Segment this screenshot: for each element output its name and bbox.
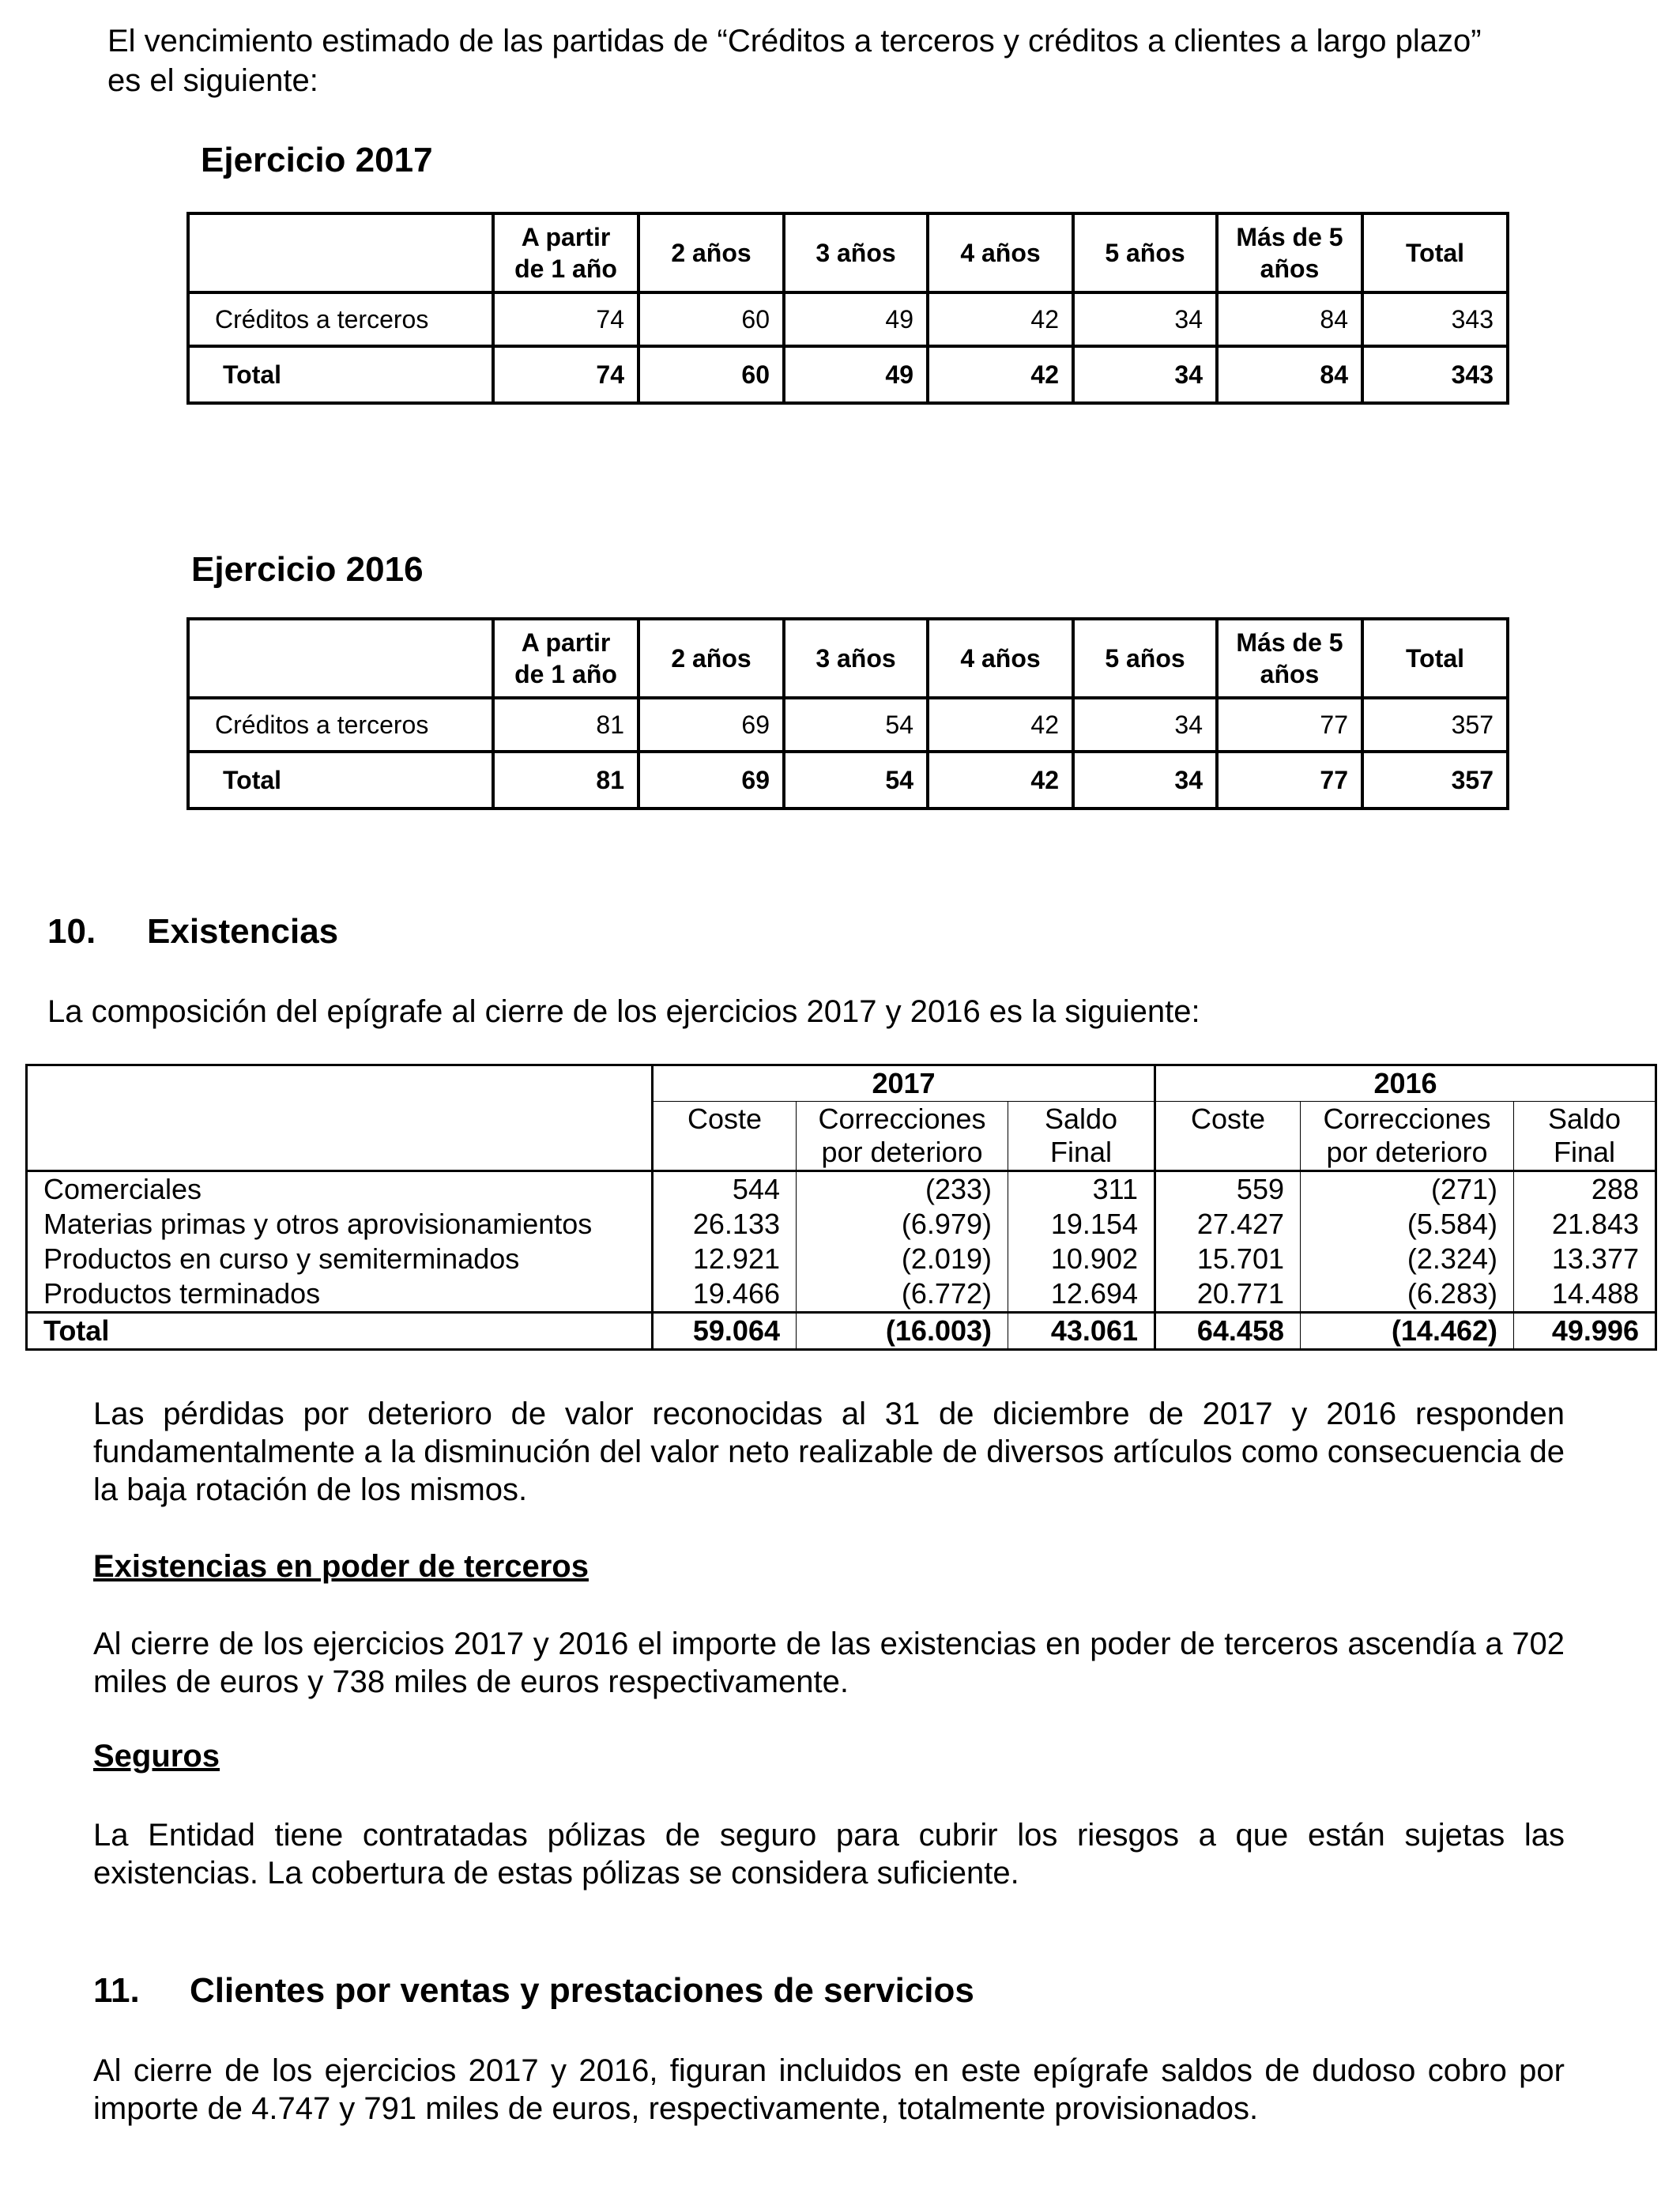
empty-header-cell [188, 619, 493, 698]
col-header: 4 años [928, 213, 1073, 292]
cell: 77 [1217, 698, 1362, 752]
cell: 14.488 [1514, 1276, 1656, 1313]
table-row [188, 292, 1508, 346]
row-label: Créditos a terceros [188, 292, 493, 346]
cell: (6.283) [1301, 1276, 1514, 1313]
col-header-line: Correcciones [818, 1103, 986, 1135]
cell: (271) [1301, 1171, 1514, 1208]
cell: (2.324) [1301, 1242, 1514, 1276]
intro-line-2: es el siguiente: [107, 63, 318, 98]
cell: 27.427 [1196, 1208, 1284, 1240]
cell: 34 [1073, 346, 1217, 403]
col-header-line: Correcciones [1323, 1103, 1491, 1135]
cell: 288 [1514, 1171, 1656, 1208]
cell: 49 [784, 346, 928, 403]
cell: 54 [784, 698, 928, 752]
table-row [27, 1242, 1656, 1276]
cell: 49.996 [1514, 1313, 1656, 1350]
section-11-title: Clientes por ventas y prestaciones de servicios [190, 1971, 974, 2010]
cell: (14.462) [1301, 1313, 1514, 1350]
cell: 357 [1362, 752, 1508, 809]
cell: 26.133 [653, 1207, 797, 1242]
col-header-line: por deterioro [821, 1136, 983, 1168]
cell: 59.064 [653, 1313, 797, 1350]
cell: (233) [797, 1171, 1008, 1208]
cell: 12.921 [653, 1242, 797, 1276]
empty-header-cell [188, 213, 493, 292]
cell: (16.003) [797, 1313, 1008, 1350]
year-header-row [27, 1065, 1656, 1102]
cell: (2.019) [797, 1242, 1008, 1276]
total-row [188, 752, 1508, 809]
col-header: 5 años [1073, 619, 1217, 698]
cell: 12.694 [1008, 1276, 1155, 1313]
table-header-row [188, 213, 1508, 292]
table-row [188, 698, 1508, 752]
col-header: Total [1362, 213, 1508, 292]
cell: 21.843 [1514, 1207, 1656, 1242]
third-party-stock-paragraph: Al cierre de los ejercicios 2017 y 2016 el importe de las existencias en poder de terceros ascendía a 702 miles de euros y 738 miles de euros respectivamente. [93, 1627, 1565, 1699]
cell: 42 [928, 346, 1073, 403]
cell: 34 [1073, 752, 1217, 809]
table-row [27, 1207, 1656, 1242]
col-header-line: Final [1049, 1136, 1113, 1168]
cell: 74 [493, 292, 638, 346]
col-header-coste: Coste [653, 1102, 797, 1171]
col-header-saldo [1008, 1102, 1155, 1171]
cell: 77 [1217, 752, 1362, 809]
cell: 60 [638, 292, 784, 346]
total-row [188, 346, 1508, 403]
cell: 34 [1073, 292, 1217, 346]
col-header: 2 años [638, 213, 784, 292]
cell: (6.772) [797, 1276, 1008, 1313]
year-2017-title: Ejercicio 2017 [201, 141, 433, 179]
total-label: Total [27, 1313, 653, 1350]
row-label: Productos en curso y semiterminados [27, 1242, 653, 1276]
col-header: Más de 5 años [1217, 213, 1362, 292]
col-header: A partir de 1 año [493, 619, 638, 698]
impairment-paragraph: Las pérdidas por deterioro de valor reconocidas al 31 de diciembre de 2017 y 2016 responden fundamentalmente a la disminución del valor neto realizable de diversos artículos como consecuencia de la baja rotación de los mismos. [93, 1397, 1565, 1507]
section-10-intro: La composición del epígrafe al cierre de los ejercicios 2017 y 2016 es la siguiente: [47, 994, 1200, 1029]
insurance-paragraph: La Entidad tiene contratadas pólizas de seguro para cubrir los riesgos a que están sujetas las existencias. La cobertura de estas pólizas se considera suficiente. [93, 1818, 1565, 1891]
cell: 60 [638, 346, 784, 403]
cell: 13.377 [1514, 1242, 1656, 1276]
cell: 42 [928, 292, 1073, 346]
cell: 69 [638, 698, 784, 752]
section-10-title: Existencias [147, 912, 339, 951]
cell: (5.584) [1301, 1207, 1514, 1242]
row-label: Materias primas y otros aprovisionamientos [27, 1207, 653, 1242]
year-2016-title: Ejercicio 2016 [191, 550, 424, 589]
col-header: 3 años [784, 213, 928, 292]
col-header: Más de 5 años [1217, 619, 1362, 698]
col-header-line: Final [1553, 1136, 1616, 1168]
maturity-table-2017 [186, 212, 1509, 405]
cell: 357 [1362, 698, 1508, 752]
total-label: Total [188, 752, 493, 809]
cell: 19.466 [653, 1276, 797, 1313]
empty-header-cell [27, 1102, 653, 1171]
cell: 43.061 [1008, 1313, 1155, 1350]
subheading-third-party-stock: Existencias en poder de terceros [93, 1549, 589, 1584]
cell: 544 [653, 1171, 797, 1208]
cell: 42 [928, 698, 1073, 752]
col-header: A partir de 1 año [493, 213, 638, 292]
year-header-2017: 2017 [653, 1065, 1155, 1102]
column-header-row [27, 1102, 1656, 1171]
cell: 81 [493, 752, 638, 809]
cell: 74 [493, 346, 638, 403]
row-label: Productos terminados [27, 1276, 653, 1313]
inventory-table [25, 1064, 1657, 1351]
table-row [27, 1276, 1656, 1313]
maturity-table-2016 [186, 617, 1509, 810]
col-header: 4 años [928, 619, 1073, 698]
col-header-line: por deterioro [1326, 1136, 1488, 1168]
cell: 15.701 [1196, 1242, 1284, 1275]
section-10-number: 10. [47, 912, 96, 951]
cell: 19.154 [1008, 1207, 1155, 1242]
col-header: 5 años [1073, 213, 1217, 292]
cell: 10.902 [1008, 1242, 1155, 1276]
section-11-paragraph: Al cierre de los ejercicios 2017 y 2016, figuran incluidos en este epígrafe saldos de dudoso cobro por importe de 4.747 y 791 miles de euros, respectivamente, totalmente provisionados. [93, 2053, 1565, 2126]
cell: 84 [1217, 292, 1362, 346]
cell: 343 [1362, 346, 1508, 403]
col-header-correcciones [1301, 1102, 1514, 1171]
col-header-line: Saldo [1547, 1103, 1622, 1135]
col-header-line: Saldo [1044, 1103, 1118, 1135]
cell: 64.458 [1155, 1313, 1301, 1350]
col-header: Total [1362, 619, 1508, 698]
subheading-insurance: Seguros [93, 1739, 220, 1774]
cell: 311 [1008, 1171, 1155, 1208]
table-row [27, 1171, 1656, 1208]
cell: (6.979) [797, 1207, 1008, 1242]
col-header-saldo [1514, 1102, 1656, 1171]
cell: 81 [493, 698, 638, 752]
empty-header-cell [27, 1065, 653, 1102]
cell: 559 [1236, 1173, 1284, 1205]
cell: 34 [1073, 698, 1217, 752]
cell: 84 [1217, 346, 1362, 403]
row-label: Comerciales [27, 1171, 653, 1208]
cell: 49 [784, 292, 928, 346]
total-row [27, 1313, 1656, 1350]
col-header-coste: Coste [1155, 1102, 1301, 1171]
cell: 20.771 [1155, 1276, 1301, 1313]
section-11-number: 11. [93, 1971, 140, 2010]
cell: 42 [928, 752, 1073, 809]
year-header-2016: 2016 [1155, 1065, 1656, 1102]
row-label: Créditos a terceros [188, 698, 493, 752]
cell: 54 [784, 752, 928, 809]
col-header: 2 años [638, 619, 784, 698]
cell: 343 [1362, 292, 1508, 346]
col-header-correcciones [797, 1102, 1008, 1171]
cell: 69 [638, 752, 784, 809]
table-header-row [188, 619, 1508, 698]
col-header: 3 años [784, 619, 928, 698]
total-label: Total [188, 346, 493, 403]
intro-line-1: El vencimiento estimado de las partidas de “Créditos a terceros y créditos a clientes a largo plazo” [107, 24, 1482, 58]
